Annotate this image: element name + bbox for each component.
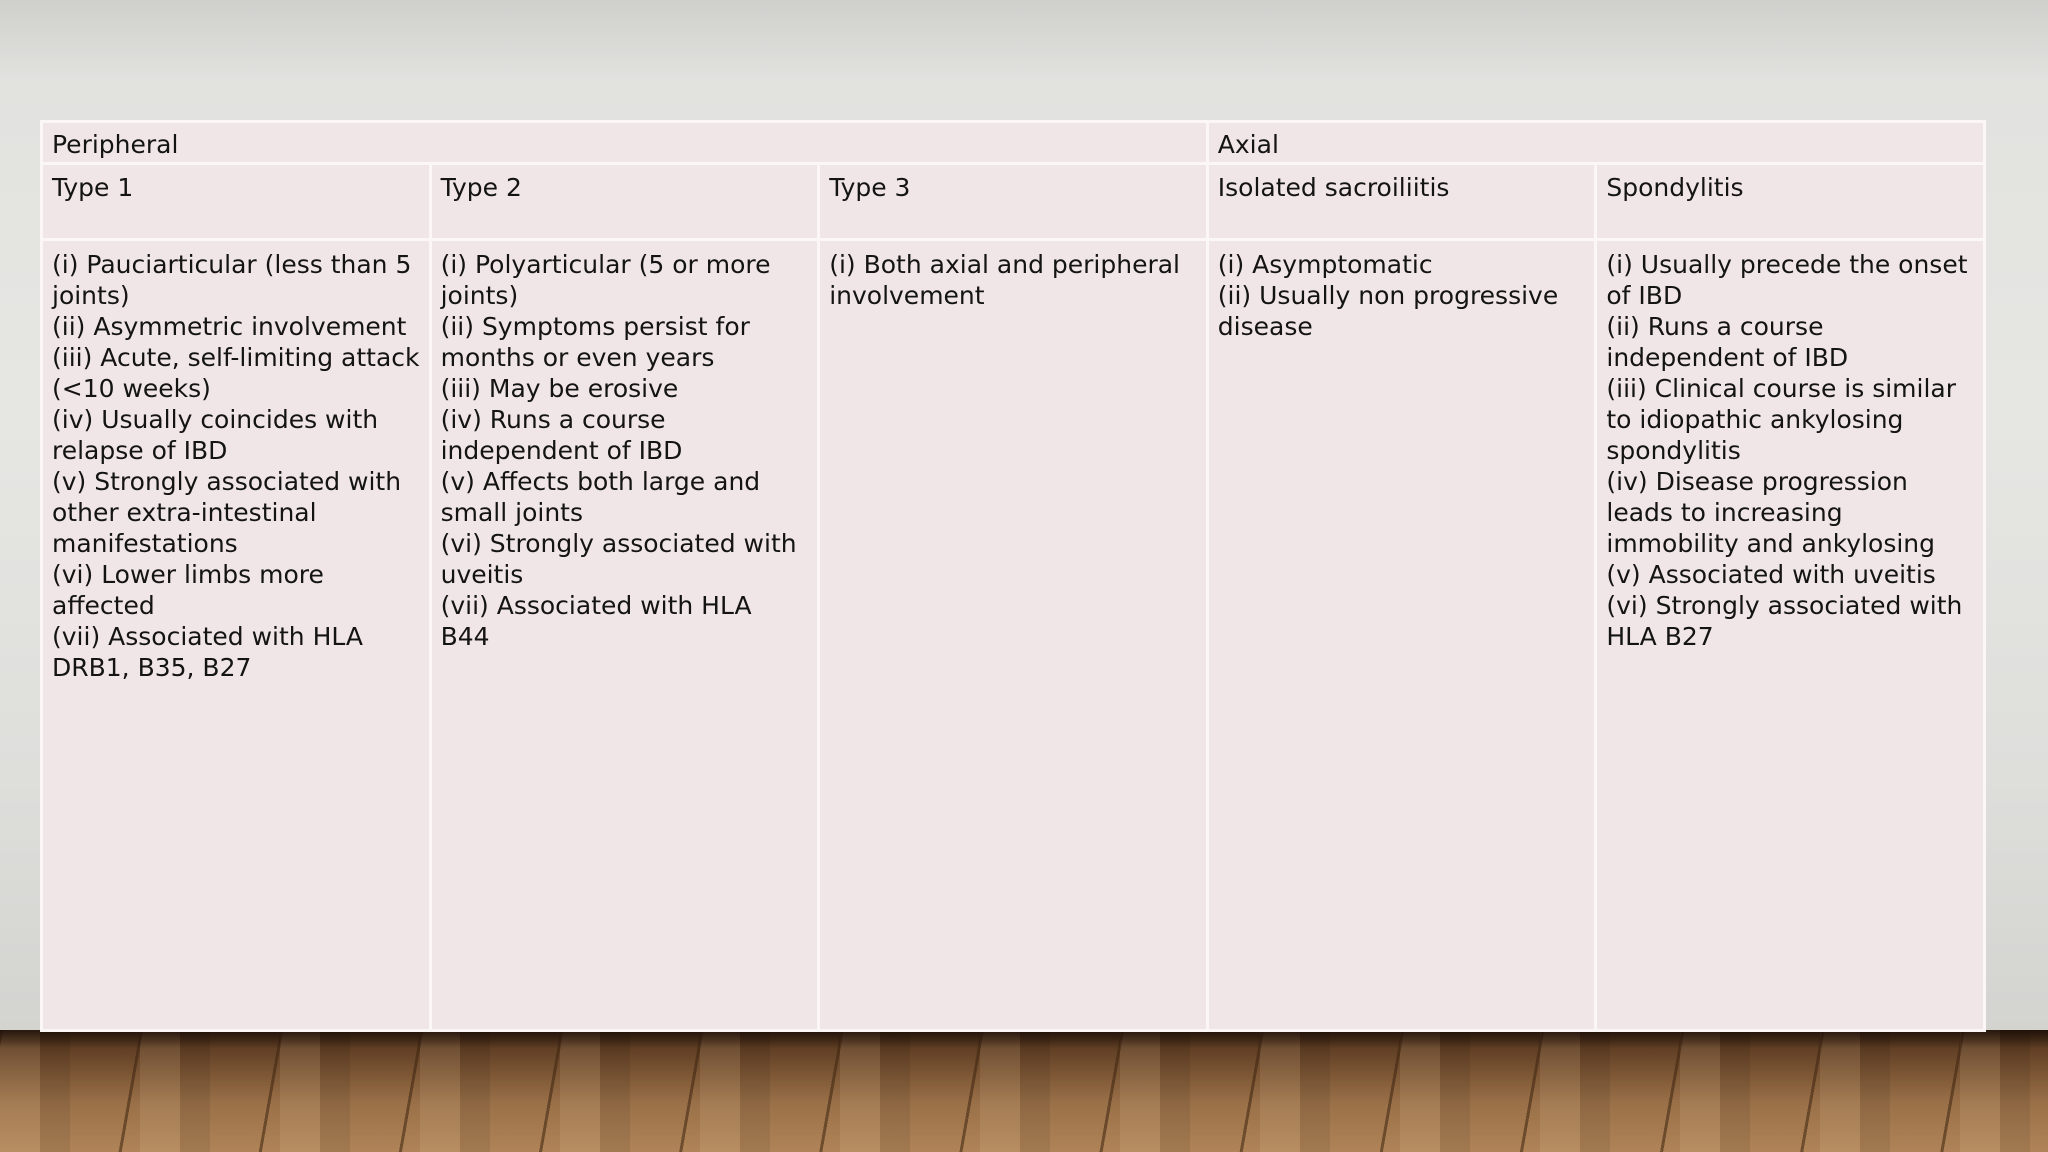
arthritis-classification-table — [40, 120, 1986, 1032]
wooden-floor-background — [0, 1030, 2048, 1152]
group-axial-cell — [1207, 122, 1984, 164]
list-item: (ii) Usually non progressive disease — [1217, 281, 1559, 341]
list-item: (vii) Associated with HLA B44 — [440, 591, 752, 651]
body-isolated-sacroiliitis — [1207, 240, 1596, 1031]
header-type-3 — [819, 164, 1208, 240]
list-item: (vii) Associated with HLA DRB1, B35, B27 — [52, 622, 363, 682]
list-item: (i) Polyarticular (5 or more joints) — [440, 250, 771, 310]
group-header-row — [42, 122, 1985, 164]
list-item: (v) Affects both large and small joints — [440, 467, 761, 527]
type-header-row — [42, 164, 1985, 240]
body-type-2 — [430, 240, 819, 1031]
header-type-1-label: Type 1 — [52, 173, 134, 202]
list-item: (v) Associated with uveitis — [1606, 560, 1936, 589]
header-type-3-label: Type 3 — [829, 173, 911, 202]
body-type-1 — [42, 240, 431, 1031]
list-item: (vi) Strongly associated with HLA B27 — [1606, 591, 1963, 651]
body-type-3 — [819, 240, 1208, 1031]
header-spondylitis-label: Spondylitis — [1606, 173, 1744, 202]
body-row — [42, 240, 1985, 1031]
group-peripheral-cell — [42, 122, 1208, 164]
list-item: (vi) Strongly associated with uveitis — [440, 529, 797, 589]
list-item: (ii) Runs a course independent of IBD — [1606, 312, 1849, 372]
header-type-2 — [430, 164, 819, 240]
group-peripheral-label: Peripheral — [52, 130, 179, 159]
list-item: (i) Pauciarticular (less than 5 joints) — [52, 250, 412, 310]
list-item: (ii) Asymmetric involvement — [52, 312, 407, 341]
list-item: (iii) Clinical course is similar to idiopathic ankylosing spondylitis — [1606, 374, 1957, 465]
list-item: (iii) Acute, self-limiting attack (<10 weeks) — [52, 343, 420, 403]
list-item: (v) Strongly associated with other extra-intestinal manifestations — [52, 467, 402, 558]
list-item: (vi) Lower limbs more affected — [52, 560, 324, 620]
list-item: (iv) Runs a course independent of IBD — [440, 405, 683, 465]
list-item: (i) Both axial and peripheral involvement — [829, 250, 1180, 310]
list-item: (iv) Usually coincides with relapse of IBD — [52, 405, 379, 465]
list-item: (iii) May be erosive — [440, 374, 679, 403]
header-type-2-label: Type 2 — [440, 173, 522, 202]
list-item: (i) Asymptomatic — [1217, 250, 1433, 279]
list-item: (i) Usually precede the onset of IBD — [1606, 250, 1968, 310]
header-spondylitis — [1596, 164, 1985, 240]
list-item: (ii) Symptoms persist for months or even years — [440, 312, 750, 372]
header-type-1 — [42, 164, 431, 240]
header-isolated-sacroiliitis — [1207, 164, 1596, 240]
header-isolated-sacroiliitis-label: Isolated sacroiliitis — [1217, 173, 1450, 202]
body-spondylitis — [1596, 240, 1985, 1031]
list-item: (iv) Disease progression leads to increasing immobility and ankylosing — [1606, 467, 1936, 558]
group-axial-label: Axial — [1217, 130, 1279, 159]
